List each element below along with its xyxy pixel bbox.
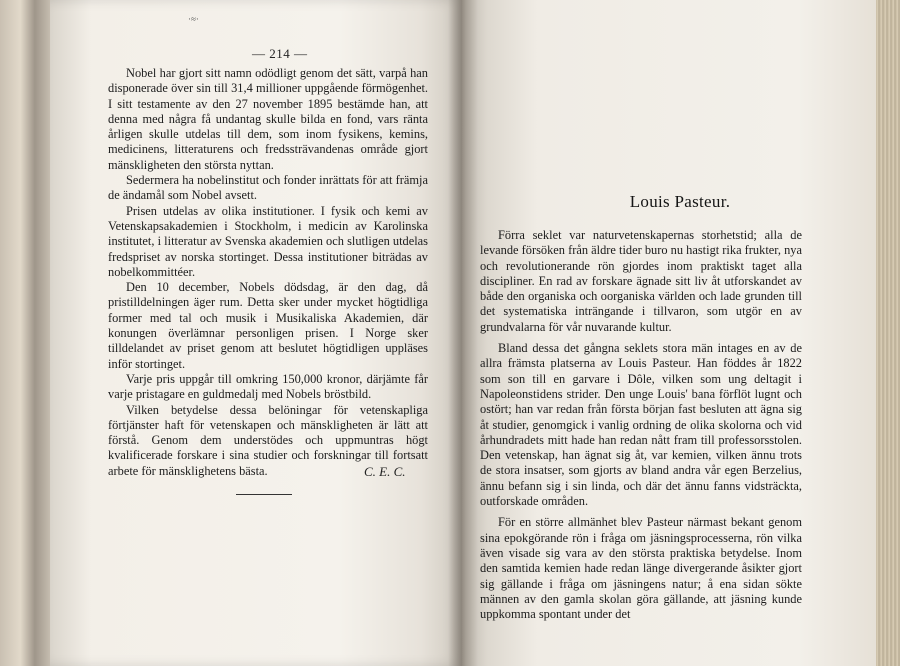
right-paragraph: Bland dessa det gångna seklets stora män intages en av de allra främsta platserna av Louis Pasteur. Han föddes år 1822 som son till en garvare i Dôle, vilken som ung deltagit i Napoleonstidens strider. Den unge Louis' bana förflöt lugnt och ostört; han var redan från första början fast besluten att ägna sig åt studier, genomgick i vanlig ordning de olika skolorna och vid århundradets mitt hade han redan nått fram till professorsstolen. Den vetenskap, han ägnat sig åt, var kemien, vilken ännu trots de stora insatser, som gjorts av bland andra vår egen Berzelius, ännu befann sig i sin linda, och där det ännu fanns vidsträckta, outforskade områden.: [480, 341, 802, 509]
left-paragraph: Sedermera ha nobelinstitut och fonder inrättats för att främja de ändamål som Nobel avsett.: [108, 173, 428, 203]
section-divider: [236, 494, 292, 495]
chapter-title: Louis Pasteur.: [629, 192, 731, 211]
author-signature: C. E. C.: [364, 464, 406, 479]
right-page-edges: [876, 0, 900, 666]
page-number: — 214 —: [252, 46, 308, 61]
left-paragraph: Nobel har gjort sitt namn odödligt genom det sätt, varpå han disponerade över sin till 31,4 millioner uppgående förmögenhet. I sitt testamente av den 27 november 1895 bestämde han, att denna med några få undantag skulle bilda en fond, vars ränta årligen skulle utdelas till dem, som inom fysikens, kemins, medicinens, litteraturens och fredssträvandenas område gjort mänskligheten den största nyttan.: [108, 66, 428, 172]
right-page-text: [480, 228, 802, 622]
ink-mark: ·≈·: [188, 14, 199, 24]
left-paragraph: Vilken betydelse dessa belöningar för vetenskapliga förtjänster haft för vetenskapen och mänskligheten är lätt att förstå. Genom dem understödes och uppmuntras högt kvalificerade forskare i sina studier och forskningar till fortsatt arbete för mänsklighetens bästa.: [108, 402, 428, 478]
left-paragraph: Den 10 december, Nobels dödsdag, är den dag, då pristilldelningen äger rum. Detta sker under mycket högtidliga former med tal och musik i Musikaliska Akademien, där konungen överlämnar personligen prisen. I Norge sker tilldelandet av priset genom att beslutet högtidligen uppläses inför stortinget.: [108, 280, 428, 371]
right-paragraph: För en större allmänhet blev Pasteur närmast bekant genom sina epokgörande rön i fråga om jäsningsprocesserna, rön vilka även visade sig vara av den största praktiska betydelse. Inom den samtida kemien hade redan länge divergerande åsikter gjort sig gällande i fråga om jäsningens natur; å ena sidan sökte männen av den gamla skolan göra gällande, att jäsning kunde uppkomma spontant under det: [480, 515, 802, 622]
left-page-text: [108, 66, 428, 479]
left-paragraph: Prisen utdelas av olika institutioner. I fysik och kemi av Vetenskapsakademien i Stockholm, i medicin av Karolinska institutet, i litteratur av Svenska akademien och slutligen utdelas fredspriset av norska stortinget. Dessa institutioner biträdas av nobelkommittéer.: [108, 203, 428, 279]
right-paragraph: Förra seklet var naturvetenskapernas storhetstid; alla de levande försöken från äldre tider buro nu hastigt rika frukter, nya och revolutionerande rön gjordes inom praktiskt taget alla discipliner. En rad av forskare ägnade sitt liv åt utforskandet av både den organiska och oorganiska världen och lade grunden till det systematiska inträngande i tillvaron, som utgör en av grundvalarna för vår nuvarande kultur.: [480, 228, 802, 334]
left-paragraph: Varje pris uppgår till omkring 150,000 kronor, därjämte får varje pristagare en guldmedalj med Nobels bröstbild.: [108, 371, 428, 402]
book-gutter: [448, 0, 478, 666]
